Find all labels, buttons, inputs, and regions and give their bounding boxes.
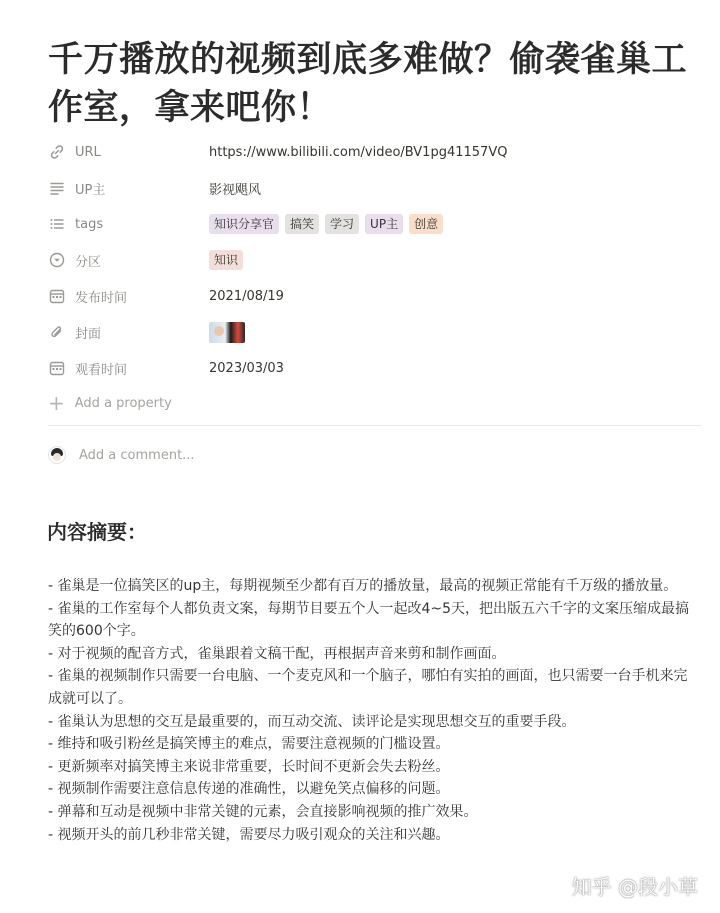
calendar-icon — [48, 359, 66, 377]
divider — [48, 425, 702, 426]
property-name[interactable] — [48, 278, 208, 314]
tag[interactable]: UP主 — [365, 214, 403, 234]
list-item: - 弹幕和互动是视频中非常关键的元素，会直接影响视频的推广效果。 — [48, 803, 478, 820]
list-item: - 视频制作需要注意信息传递的准确性，以避免笑点偏移的问题。 — [48, 781, 450, 798]
watermark: 知乎 @段小草 — [571, 875, 698, 899]
list-item: - 雀巢的工作室每个人都负责文案，每期节目要五个人一起改4~5天，把出版五六千字的文案压缩成最搞笑的600个字。 — [48, 600, 690, 640]
property-row-cover[interactable] — [48, 314, 702, 350]
comment-placeholder: Add a comment... — [79, 447, 195, 463]
avatar — [48, 446, 66, 464]
tag[interactable]: 知识 — [209, 250, 243, 270]
property-name[interactable] — [48, 206, 208, 242]
property-name[interactable] — [48, 314, 208, 350]
property-row-publish-date[interactable] — [48, 278, 702, 314]
paperclip-icon — [48, 323, 66, 341]
summary-heading: 内容摘要： — [47, 520, 147, 544]
property-name[interactable] — [48, 134, 208, 170]
property-label: 观看时间 — [75, 362, 128, 378]
property-row-url[interactable] — [48, 134, 702, 170]
property-name[interactable] — [48, 242, 208, 278]
property-row-up[interactable] — [48, 170, 702, 206]
tag[interactable]: 学习 — [325, 214, 359, 234]
property-label: 封面 — [75, 326, 102, 342]
list-item: - 雀巢是一位搞笑区的up主，每期视频至少都有百万的播放量，最高的视频正常能有千万级的播放量。 — [48, 578, 678, 594]
property-name[interactable] — [48, 170, 208, 206]
cover-thumbnail[interactable] — [209, 322, 245, 343]
property-name[interactable] — [48, 350, 208, 386]
properties-panel — [48, 134, 702, 386]
up-value[interactable]: 影视飓风 — [209, 182, 262, 198]
category-value[interactable] — [209, 242, 249, 278]
url-value[interactable]: https://www.bilibili.com/video/BV1pg41157VQ — [209, 144, 508, 160]
calendar-icon — [48, 287, 66, 305]
list-item: - 雀巢的视频制作只需要一台电脑、一个麦克风和一个脑子，哪怕有实拍的画面，也只需要一台手机来完成就可以了。 — [48, 668, 688, 707]
property-row-tags[interactable] — [48, 206, 702, 242]
property-label: 分区 — [75, 254, 102, 270]
property-label: URL — [75, 144, 101, 160]
tag[interactable]: 搞笑 — [285, 214, 319, 234]
watch-date-value[interactable]: 2023/03/03 — [209, 360, 284, 376]
text-lines-icon — [48, 179, 66, 197]
plus-icon: + — [48, 391, 65, 415]
list-item: - 雀巢认为思想的交互是最重要的，而互动交流、读评论是实现思想交互的重要手段。 — [48, 713, 576, 730]
add-property-label: Add a property — [74, 395, 172, 411]
cover-value[interactable] — [209, 314, 245, 350]
comment-input[interactable] — [48, 438, 195, 472]
property-label: UP主 — [75, 182, 106, 198]
property-label: tags — [75, 216, 104, 232]
list-item: - 视频开头的前几秒非常关键，需要尽力吸引观众的关注和兴趣。 — [48, 826, 450, 843]
list-icon — [48, 215, 66, 233]
property-row-watch-date[interactable] — [48, 350, 702, 386]
page-title[interactable]: 千万播放的视频到底多难做？偷袭雀巢工作室，拿来吧你！ — [48, 40, 688, 128]
link-icon — [48, 143, 66, 161]
tag[interactable]: 创意 — [409, 214, 443, 234]
publish-date-value[interactable]: 2021/08/19 — [209, 288, 284, 304]
list-item: - 对于视频的配音方式，雀巢跟着文稿干配，再根据声音来剪和制作画面。 — [48, 645, 506, 662]
tag[interactable]: 知识分享官 — [209, 214, 279, 234]
add-property-button[interactable] — [48, 385, 172, 421]
list-item: - 维持和吸引粉丝是搞笑博主的难点，需要注意视频的门槛设置。 — [48, 736, 450, 753]
tags-value[interactable] — [209, 206, 449, 242]
property-label: 发布时间 — [75, 290, 128, 306]
summary-list — [48, 575, 698, 846]
property-row-category[interactable] — [48, 242, 702, 278]
select-icon — [48, 251, 66, 269]
list-item: - 更新频率对搞笑博主来说非常重要，长时间不更新会失去粉丝。 — [48, 758, 450, 775]
